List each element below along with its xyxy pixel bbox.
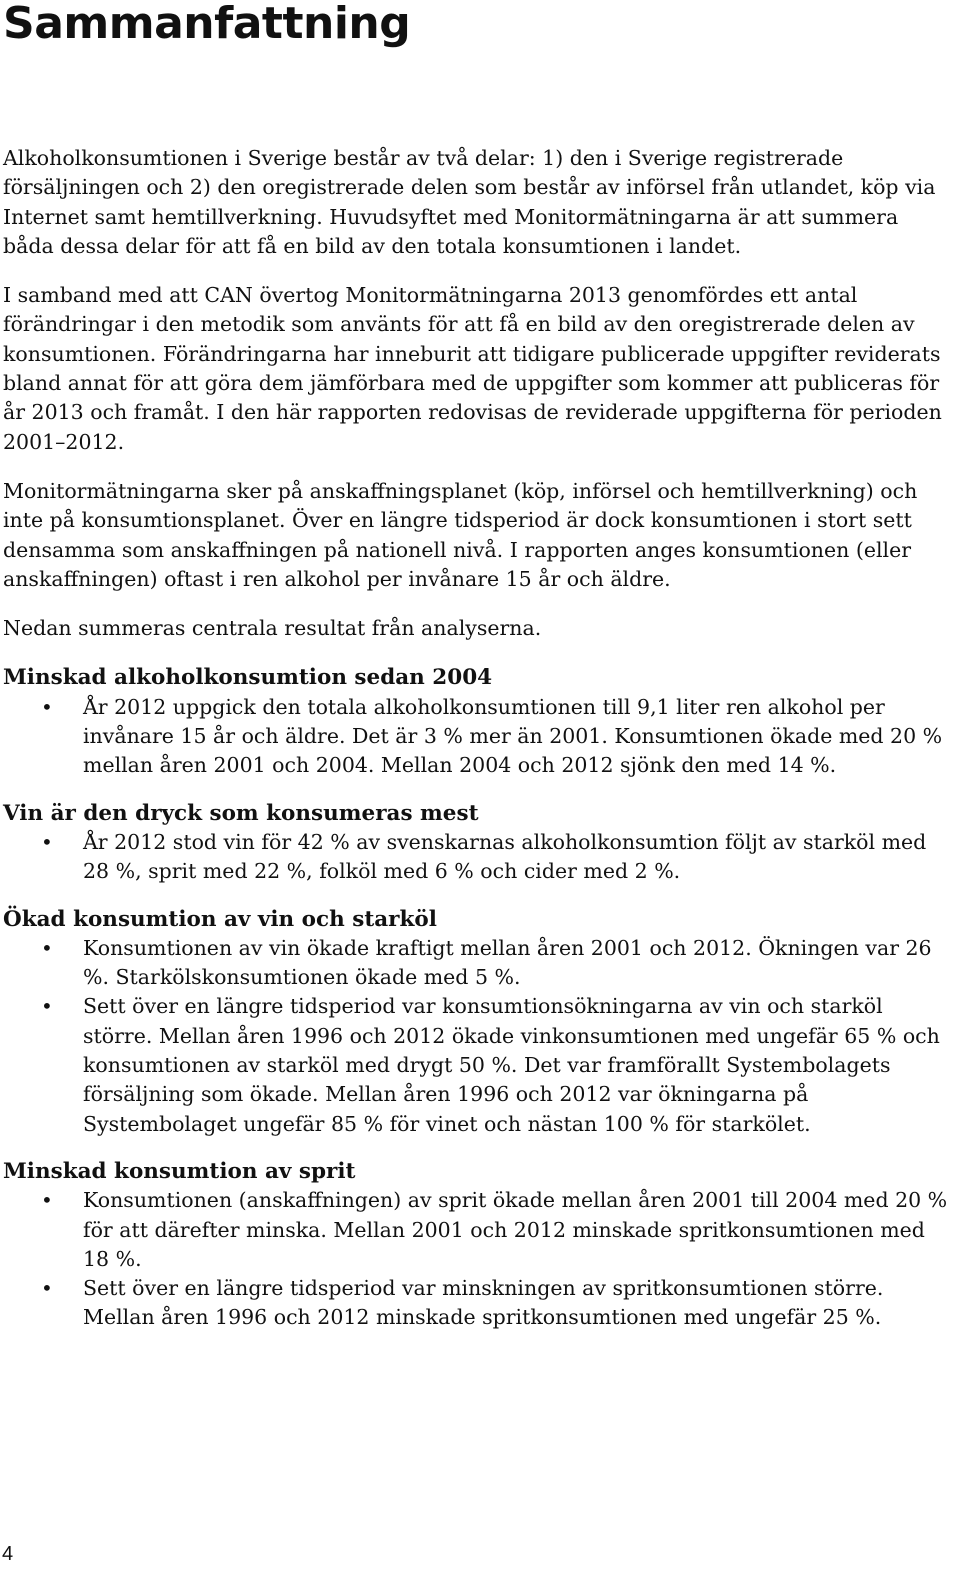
list-item	[3, 828, 951, 887]
intro-paragraph: Monitormätningarna sker på anskaffningsplanet (köp, införsel och hemtillverkning) och inte på konsumtionsplanet. Över en längre tidsperiod är dock konsumtionen i stort sett densamma som anskaffningen på nationell nivå. I rapporten anges konsumtionen (eller anskaffningen) oftast i ren alkohol per invånare 15 år och äldre.	[3, 478, 918, 591]
bullet-list	[3, 828, 951, 887]
bullet-list	[3, 1186, 951, 1332]
bullet-icon: •	[41, 994, 53, 1019]
list-item-text: Konsumtionen av vin ökade kraftigt mellan åren 2001 och 2012. Ökningen var 26 %. Starkölskonsumtionen ökade med 5 %.	[83, 935, 932, 990]
bullet-icon: •	[41, 1188, 53, 1213]
bullet-icon: •	[41, 694, 53, 719]
intro-paragraph: Alkoholkonsumtionen i Sverige består av två delar: 1) den i Sverige registrerade försäljningen och 2) den oregistrerade delen som består av införsel från utlandet, köp via Internet samt hemtillverkning. Huvudsyftet med Monitormätningarna är att summera båda dessa delar för att få en bild av den totala konsumtionen i landet.	[3, 146, 936, 258]
list-item-text: Konsumtionen (anskaffningen) av sprit ökade mellan åren 2001 till 2004 med 20 % för att därefter minska. Mellan 2001 och 2012 minskade spritkonsumtionen med 18 %.	[83, 1188, 948, 1271]
intro-paragraph: Nedan summeras centrala resultat från analyserna.	[3, 616, 542, 641]
list-item	[3, 1186, 951, 1274]
list-item	[3, 934, 951, 993]
list-item-text: Sett över en längre tidsperiod var minskningen av spritkonsumtionen större. Mellan åren 1996 och 2012 minskade spritkonsumtionen med ungefär 25 %.	[83, 1276, 884, 1330]
list-item-text: År 2012 stod vin för 42 % av svenskarnas alkoholkonsumtion följt av starköl med 28 %, sprit med 22 %, folköl med 6 % och cider med 2 %.	[83, 829, 927, 884]
bullet-icon: •	[41, 829, 53, 854]
bullet-list	[3, 693, 951, 781]
list-item	[3, 1274, 951, 1333]
section-heading: Minskad konsumtion av sprit	[3, 1158, 356, 1184]
bullet-icon: •	[41, 935, 53, 960]
list-item-text: År 2012 uppgick den totala alkoholkonsumtionen till 9,1 liter ren alkohol per invånare 15 år och äldre. Det är 3 % mer än 2001. Konsumtionen ökade med 20 % mellan åren 2001 och 2004. Mellan 2004 och 2012 sjönk den med 14 %.	[83, 694, 943, 778]
section-heading: Ökad konsumtion av vin och starköl	[3, 906, 437, 932]
list-item	[3, 992, 951, 1138]
list-item	[3, 693, 951, 781]
list-item-text: Sett över en längre tidsperiod var konsumtionsökningarna av vin och starköl större. Mellan åren 1996 och 2012 ökade vinkonsumtionen med ungefär 65 % och konsumtionen av starköl med drygt 50 %. Det var framförallt Systembolagets försäljning som ökade. Mellan åren 1996 och 2012 var ökningarna på Systembolaget ungefär 85 % för vinet och nästan 100 % för starkölet.	[83, 994, 940, 1136]
document-body	[3, 144, 951, 1351]
page-number: 4	[2, 1543, 14, 1565]
bullet-list	[3, 934, 951, 1139]
bullet-icon: •	[41, 1276, 53, 1301]
section-heading: Minskad alkoholkonsumtion sedan 2004	[3, 665, 493, 691]
intro-paragraph: I samband med att CAN övertog Monitormätningarna 2013 genomfördes ett antal förändringar i den metodik som använts för att få en bild av den oregistrerade delen av konsumtionen. Förändringarna har inneburit att tidigare publicerade uppgifter reviderats bland annat för att göra dem jämförbara med de uppgifter som kommer att publiceras för år 2013 och framåt. I den här rapporten redovisas de reviderade uppgifterna för perioden 2001–2012.	[3, 283, 942, 454]
section-heading: Vin är den dryck som konsumeras mest	[3, 800, 479, 826]
page-title: Sammanfattning	[3, 0, 411, 49]
